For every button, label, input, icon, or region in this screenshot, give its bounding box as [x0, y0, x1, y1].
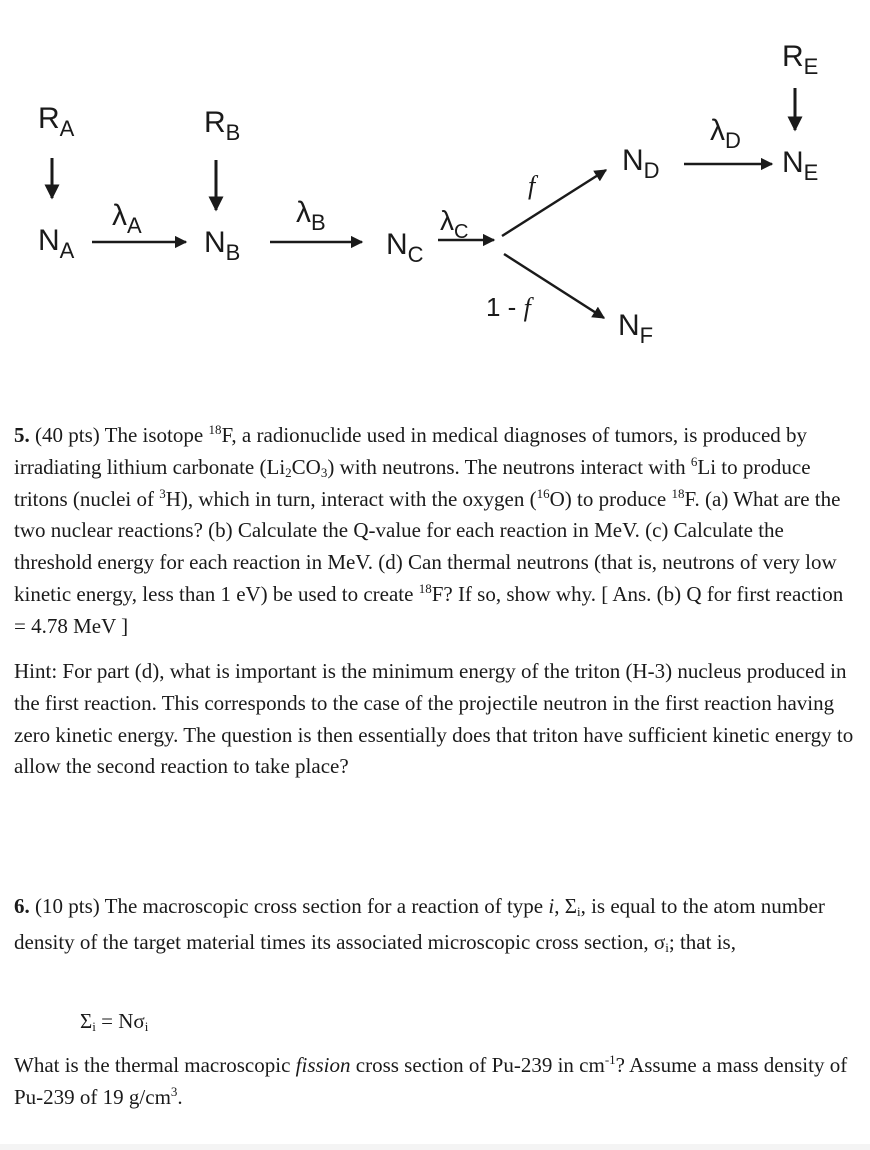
label-RA: $R_A$ [38, 102, 75, 141]
cross-section-equation: $\Sigma_i = N\sigma_i$ [80, 1009, 149, 1034]
label-NE: $N_E$ [782, 146, 819, 185]
label-RB: $R_B$ [204, 106, 241, 145]
question-5-number: 5. [14, 423, 30, 447]
label-NA: $N_A$ [38, 224, 75, 263]
question-5: 5. (40 pts) The isotope $^{18}$F, a radionuclide used in medical diagnoses of tumors, is produced by irradiating lithium carbonate $(Li_2CO_3)$ with neutrons. The neutrons interact with $^6$Li to produce tritons (nuclei of $^3$H), which in turn, interact with the oxygen ($^{16}$O) to produce $^{18}$F. (a) What are the two nuclear reactions? (b) Calculate the Q-value for each reaction in MeV. (c) Calculate the threshold energy for each reaction in MeV. (d) Can thermal neutrons (that is, neutrons of very low kinetic energy, less than 1 eV) be used to create $^{18}$F? If so, show why. [ Ans. (b) Q for first reaction = 4.78 MeV ] [14, 422, 844, 638]
question-6-number: 6. [14, 894, 30, 918]
hint-paragraph: Hint: For part (d), what is important is the minimum energy of the triton (H-3) nucleus produced in the first reaction. This corresponds to the case of the projectile neutron in the first reaction having zero kinetic energy. The question is then essentially does that triton have sufficient kinetic energy to allow the second reaction to take place? [14, 659, 854, 779]
label-lambda-C: $\lambda_C$ [440, 205, 469, 243]
label-f: f [528, 171, 536, 200]
question-6: 6. (10 pts) The macroscopic cross section for a reaction of type i, $\Sigma_i$, is equal to the atom number density of the target material times its associated microscopic cross section, $\sigma_i$; that is, [14, 894, 825, 955]
decay-chain-diagram [0, 0, 870, 380]
label-NC: $N_C$ [386, 228, 424, 267]
label-lambda-D: $\lambda_D$ [710, 114, 741, 153]
question-6-part-b: What is the thermal macroscopic fission cross section of Pu-239 in $cm^{-1}$? Assume a mass density of Pu-239 of 19 $g/cm^3$. [14, 1052, 848, 1109]
label-RE: $R_E$ [782, 40, 819, 79]
page-bottom-edge [0, 1144, 870, 1150]
arrow-branch-ND [502, 170, 606, 236]
label-one-minus-f: 1 - f [486, 292, 531, 322]
label-NB: $N_B$ [204, 226, 241, 265]
label-lambda-B: $\lambda_B$ [296, 196, 326, 235]
label-lambda-A: $\lambda_A$ [112, 199, 142, 238]
label-ND: $N_D$ [622, 144, 660, 183]
label-NF: $N_F$ [618, 309, 654, 348]
